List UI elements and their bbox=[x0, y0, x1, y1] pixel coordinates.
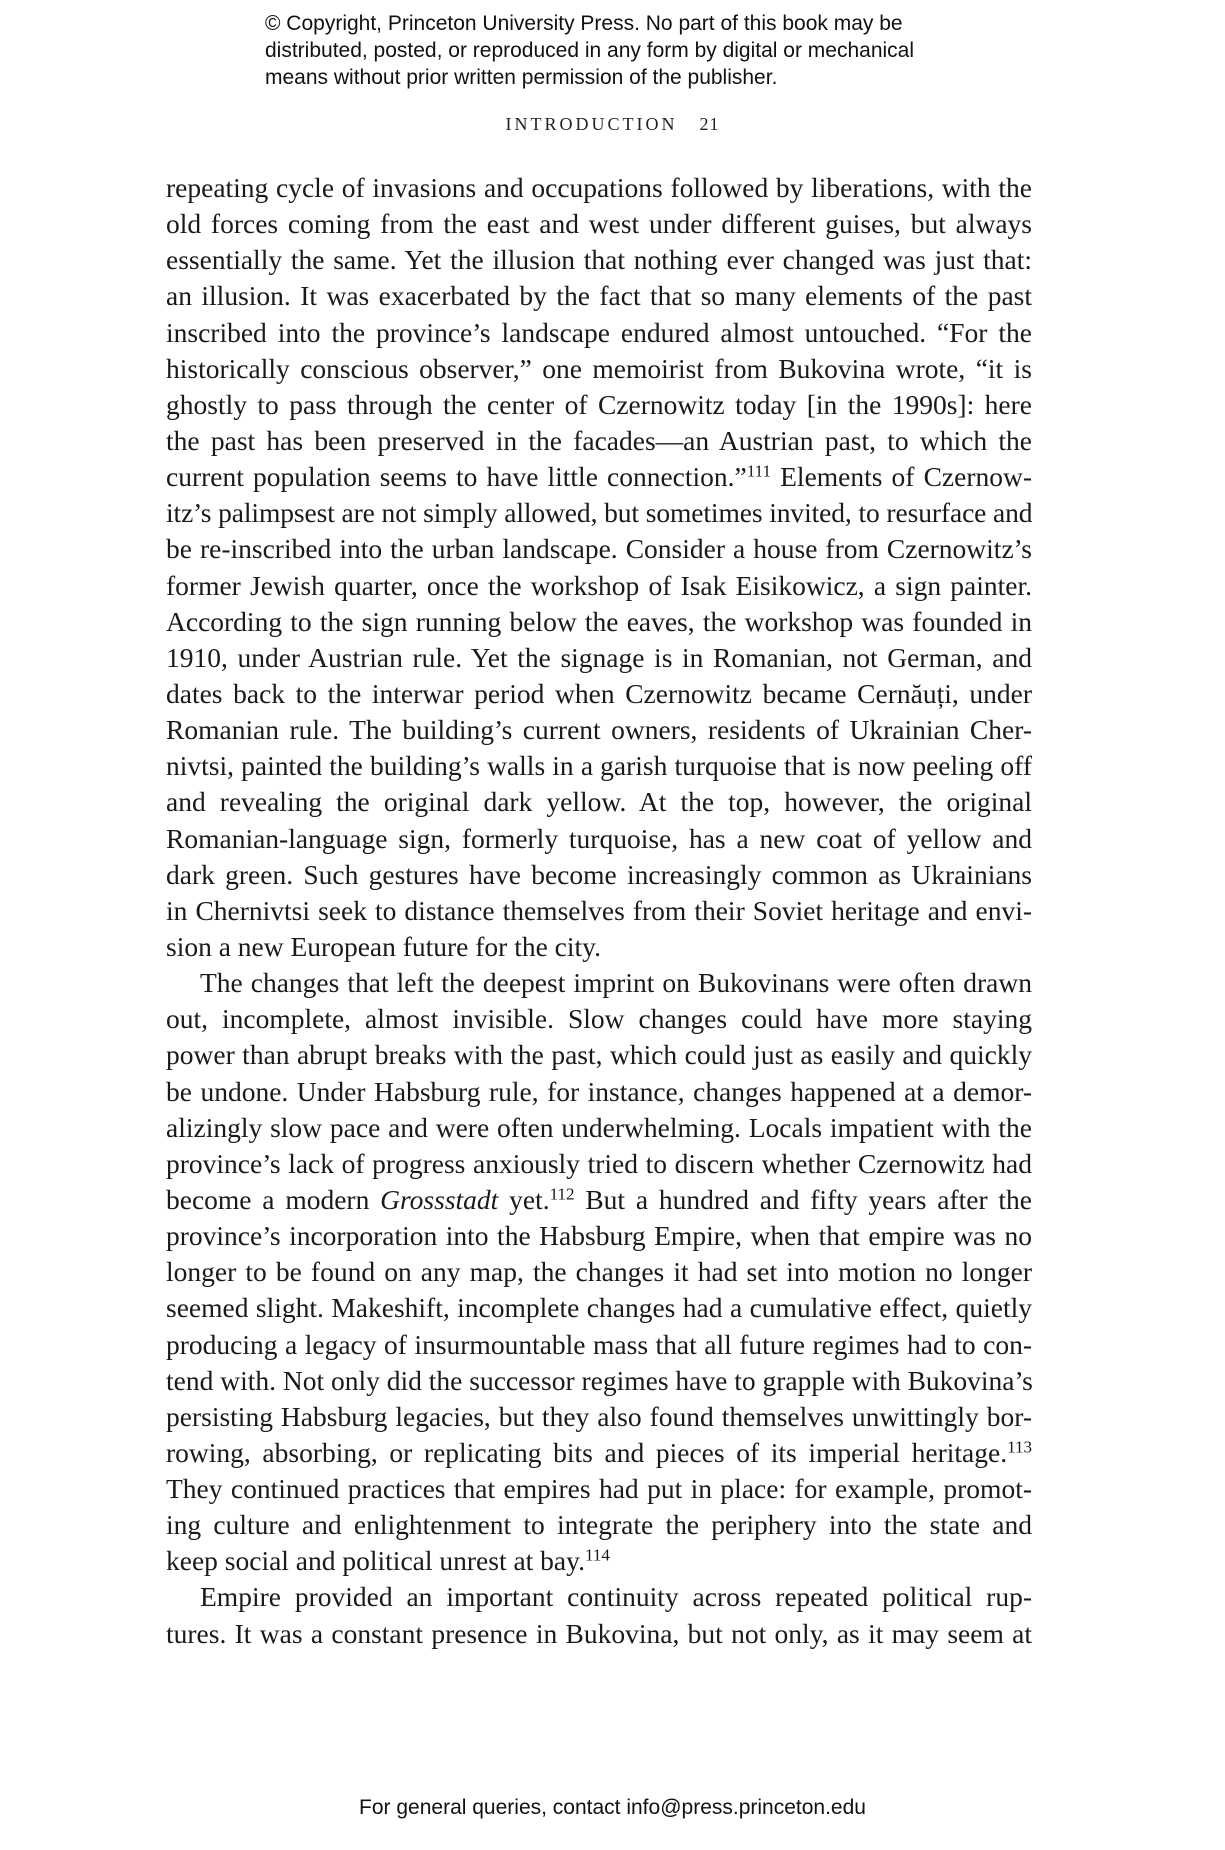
text-segment: seemed slight. Makeshift, incomplete changes had a cumulative effect, quietly bbox=[166, 1292, 1032, 1324]
copyright-line: means without prior written permission of the publisher. bbox=[265, 66, 778, 89]
text-line bbox=[166, 495, 1032, 531]
text-line bbox=[166, 1327, 1032, 1363]
text-line bbox=[166, 748, 1032, 784]
text-line bbox=[166, 929, 1032, 965]
text-line bbox=[166, 387, 1032, 423]
footnote-reference: 111 bbox=[746, 461, 772, 481]
text-line bbox=[166, 315, 1032, 351]
text-line bbox=[166, 1616, 1032, 1652]
text-segment: rowing, absorbing, or replicating bits and pieces of its imperial heritage. bbox=[166, 1436, 1008, 1468]
text-line bbox=[166, 965, 1032, 1001]
footnote-reference: 114 bbox=[584, 1545, 610, 1565]
running-head-title: INTRODUCTION bbox=[505, 114, 678, 134]
text-line bbox=[166, 821, 1032, 857]
text-segment: historically conscious observer,” one memoirist from Bukovina wrote, “it is bbox=[166, 352, 1032, 384]
text-line bbox=[166, 170, 1032, 206]
text-segment: sion a new European future for the city. bbox=[166, 930, 602, 962]
text-segment: producing a legacy of insurmountable mass that all future regimes had to con- bbox=[166, 1328, 1032, 1360]
text-line bbox=[166, 857, 1032, 893]
text-segment: dates back to the interwar period when Czernowitz became Cernăuți, under bbox=[166, 677, 1032, 709]
text-segment: the past has been preserved in the facades—an Austrian past, to which the bbox=[166, 424, 1032, 456]
text-line bbox=[166, 712, 1032, 748]
text-line bbox=[166, 1435, 1032, 1471]
text-segment: an illusion. It was exacerbated by the fact that so many elements of the past bbox=[166, 280, 1032, 312]
text-line bbox=[166, 1543, 1032, 1579]
text-line bbox=[166, 1290, 1032, 1326]
text-line bbox=[166, 784, 1032, 820]
text-segment: out, incomplete, almost invisible. Slow changes could have more staying bbox=[166, 1003, 1032, 1035]
text-line bbox=[166, 531, 1032, 567]
text-segment: inscribed into the province’s landscape endured almost untouched. “For the bbox=[166, 316, 1032, 348]
text-segment: longer to be found on any map, the changes it had set into motion no longer bbox=[166, 1256, 1032, 1288]
text-segment: power than abrupt breaks with the past, which could just as easily and quickly bbox=[166, 1039, 1032, 1071]
text-segment: be undone. Under Habsburg rule, for instance, changes happened at a demor- bbox=[166, 1075, 1032, 1107]
text-line bbox=[166, 604, 1032, 640]
text-line bbox=[166, 1218, 1032, 1254]
text-line bbox=[166, 1110, 1032, 1146]
text-segment: alizingly slow pace and were often underwhelming. Locals impatient with the bbox=[166, 1111, 1032, 1143]
text-line bbox=[166, 893, 1032, 929]
text-line bbox=[166, 206, 1032, 242]
copyright-notice bbox=[265, 10, 1025, 91]
text-segment: Romanian rule. The building’s current owners, residents of Ukrainian Cher- bbox=[166, 714, 1032, 746]
footnote-reference: 113 bbox=[1007, 1437, 1032, 1457]
text-segment: old forces coming from the east and west under different guises, but always bbox=[166, 208, 1032, 240]
text-segment: ing culture and enlightenment to integrate the periphery into the state and bbox=[166, 1509, 1032, 1541]
footer-contact: For general queries, contact info@press.princeton.edu bbox=[359, 1796, 866, 1819]
copyright-line: distributed, posted, or reproduced in any form by digital or mechanical bbox=[265, 39, 915, 62]
text-segment: dark green. Such gestures have become increasingly common as Ukrainians bbox=[166, 858, 1032, 890]
text-line bbox=[166, 459, 1032, 495]
text-segment: in Chernivtsi seek to distance themselves from their Soviet heritage and envi- bbox=[166, 894, 1032, 926]
text-segment: essentially the same. Yet the illusion that nothing ever changed was just that: bbox=[166, 244, 1032, 276]
italic-term: Grossstadt bbox=[380, 1183, 499, 1215]
text-segment: former Jewish quarter, once the workshop of Isak Eisikowicz, a sign painter. bbox=[166, 569, 1032, 601]
text-line bbox=[166, 1254, 1032, 1290]
text-segment: ghostly to pass through the center of Czernowitz today [in the 1990s]: here bbox=[166, 388, 1032, 420]
text-segment: nivtsi, painted the building’s walls in a garish turquoise that is now peeling off bbox=[166, 750, 1032, 782]
text-segment: Elements of Czernow- bbox=[771, 461, 1032, 493]
copyright-line: © Copyright, Princeton University Press. No part of this book may be bbox=[265, 12, 903, 35]
page-number: 21 bbox=[699, 114, 720, 134]
text-line bbox=[166, 568, 1032, 604]
text-segment: tend with. Not only did the successor regimes have to grapple with Bukovina’s bbox=[166, 1364, 1033, 1396]
text-segment: According to the sign running below the eaves, the workshop was founded in bbox=[166, 605, 1032, 637]
text-line bbox=[166, 351, 1032, 387]
text-segment: But a hundred and fifty years after the bbox=[574, 1183, 1033, 1215]
text-line bbox=[166, 1001, 1032, 1037]
text-line bbox=[166, 1471, 1032, 1507]
text-segment: tures. It was a constant presence in Bukovina, but not only, as it may seem at bbox=[166, 1617, 1032, 1649]
text-segment: current population seems to have little connection.” bbox=[166, 461, 747, 493]
text-line bbox=[166, 1507, 1032, 1543]
text-segment: become a modern bbox=[166, 1183, 381, 1215]
text-line bbox=[166, 1074, 1032, 1110]
text-line bbox=[166, 1579, 1032, 1615]
running-head bbox=[0, 114, 1225, 135]
text-line bbox=[166, 1399, 1032, 1435]
text-segment: persisting Habsburg legacies, but they also found themselves unwittingly bor- bbox=[166, 1400, 1032, 1432]
text-segment: Empire provided an important continuity across repeated political rup- bbox=[200, 1581, 1032, 1613]
text-line bbox=[166, 242, 1032, 278]
text-segment: repeating cycle of invasions and occupations followed by liberations, with the bbox=[166, 172, 1032, 203]
text-segment: be re-inscribed into the urban landscape. Consider a house from Czernowitz’s bbox=[166, 533, 1032, 565]
text-line bbox=[166, 640, 1032, 676]
text-line bbox=[166, 1363, 1032, 1399]
footnote-reference: 112 bbox=[549, 1184, 575, 1204]
text-segment: province’s lack of progress anxiously tried to discern whether Czernowitz had bbox=[166, 1147, 1032, 1179]
text-line bbox=[166, 1182, 1032, 1218]
text-line bbox=[166, 1146, 1032, 1182]
text-line bbox=[166, 1037, 1032, 1073]
text-segment: The changes that left the deepest imprint on Bukovinans were often drawn bbox=[200, 967, 1032, 999]
text-segment: keep social and political unrest at bay. bbox=[166, 1545, 585, 1577]
text-line bbox=[166, 676, 1032, 712]
body-text bbox=[166, 170, 1032, 1652]
text-segment: province’s incorporation into the Habsburg Empire, when that empire was no bbox=[166, 1220, 1032, 1252]
text-line bbox=[166, 278, 1032, 314]
text-segment: itz’s palimpsest are not simply allowed, but sometimes invited, to resurface and bbox=[166, 497, 1033, 529]
text-segment: yet. bbox=[498, 1183, 550, 1215]
text-segment: Romanian-language sign, formerly turquoise, has a new coat of yellow and bbox=[166, 822, 1032, 854]
text-segment: 1910, under Austrian rule. Yet the signage is in Romanian, not German, and bbox=[166, 641, 1032, 673]
text-line bbox=[166, 423, 1032, 459]
text-segment: and revealing the original dark yellow. At the top, however, the original bbox=[166, 786, 1032, 818]
text-segment: They continued practices that empires had put in place: for example, promot- bbox=[166, 1473, 1032, 1505]
